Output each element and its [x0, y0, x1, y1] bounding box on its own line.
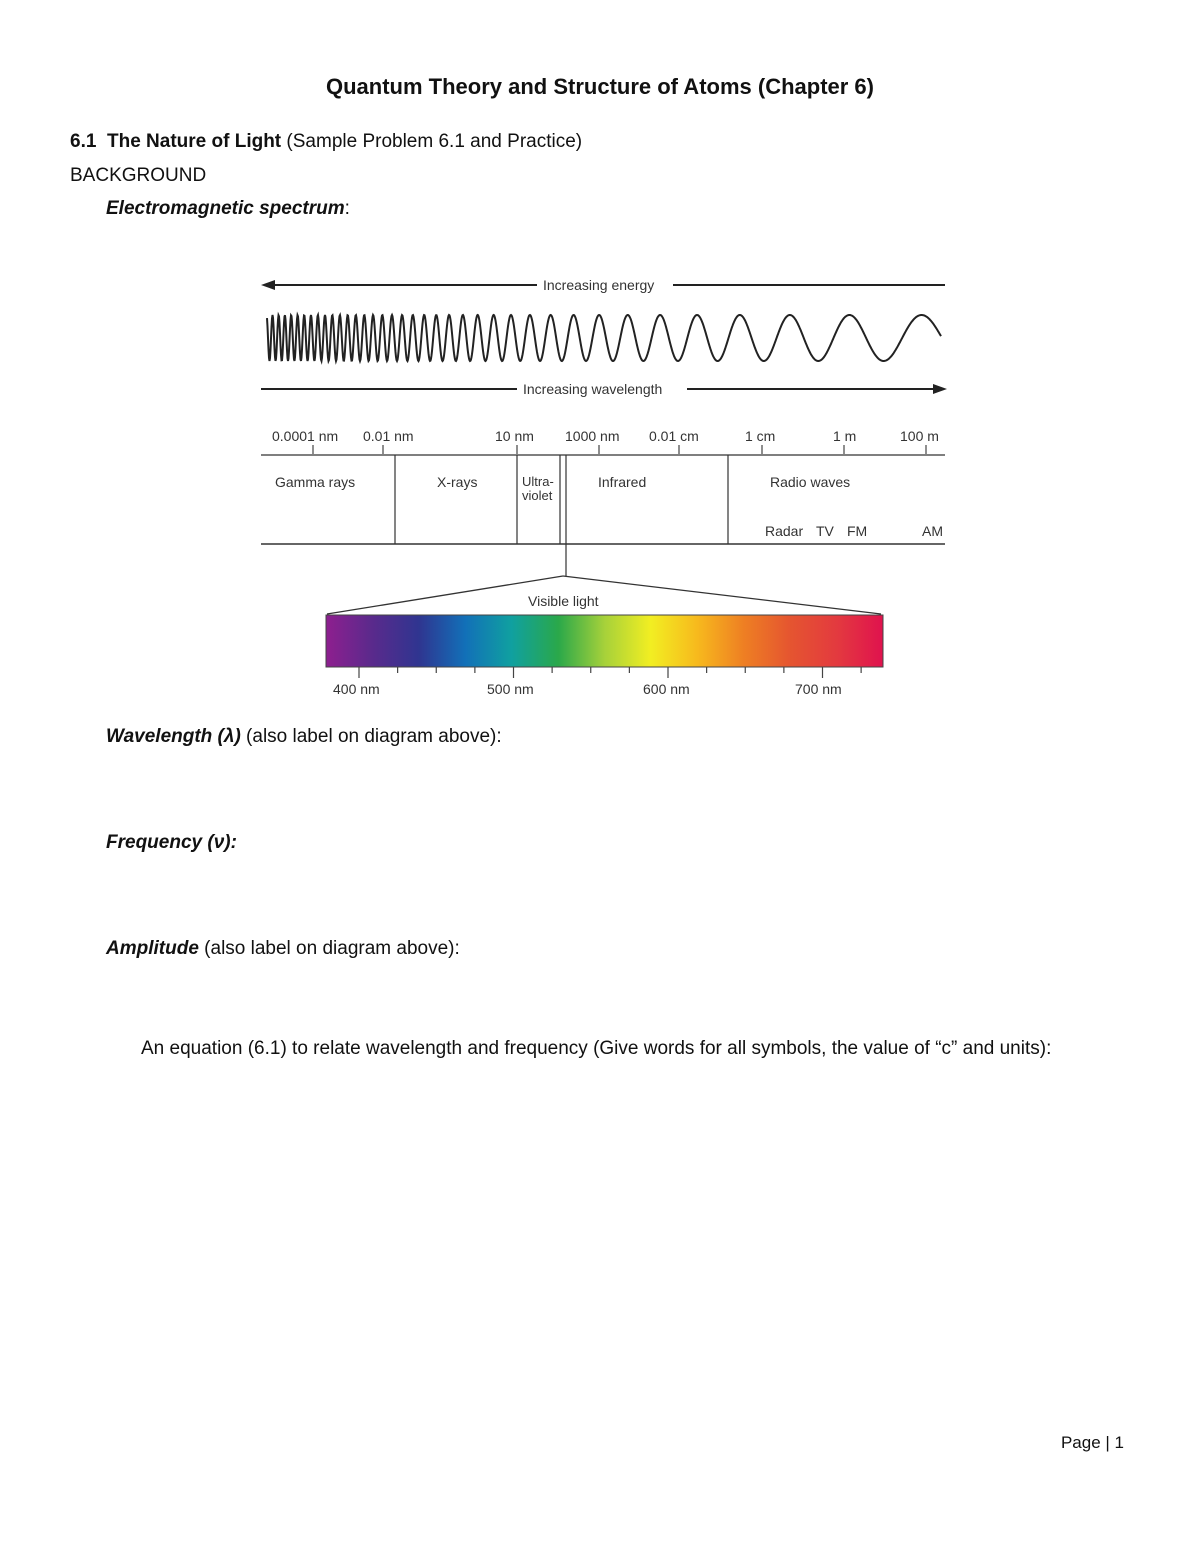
- scale-label: 1000 nm: [565, 428, 620, 444]
- em-wave: [267, 315, 941, 361]
- radio-band-fm: FM: [847, 523, 868, 539]
- visible-tick-label: 500 nm: [487, 681, 534, 697]
- energy-arrowhead: [261, 280, 275, 290]
- page-title: Quantum Theory and Structure of Atoms (Chapter 6): [325, 74, 874, 99]
- equation-prompt: An equation (6.1) to relate wavelength and frequency (Give words for all symbols, the value of “c” and units):: [141, 1038, 1052, 1059]
- wavelength-label: Increasing wavelength: [523, 381, 663, 397]
- scale-label: 1 cm: [745, 428, 776, 444]
- region-x-rays: X-rays: [437, 474, 478, 490]
- wavelength-arrowhead: [933, 384, 947, 394]
- frequency-term: Frequency (ν):: [106, 832, 237, 853]
- frequency-question: [106, 832, 237, 854]
- visible-tick-label: 400 nm: [333, 681, 380, 697]
- spectrum-ticks: [359, 667, 861, 678]
- visible-expansion-right: [563, 576, 881, 614]
- amplitude-term: Amplitude: [106, 938, 199, 959]
- radio-band-am: AM: [922, 523, 943, 539]
- section-heading: [70, 131, 582, 153]
- scale-ticks: [313, 445, 926, 454]
- visible-spectrum-bar: [326, 615, 883, 667]
- scale-label: 0.01 nm: [363, 428, 414, 444]
- electromagnetic-spectrum-diagram: [255, 268, 955, 708]
- region-gamma-rays: Gamma rays: [275, 474, 356, 490]
- region-infrared: Infrared: [598, 474, 647, 490]
- scale-label: 0.01 cm: [649, 428, 699, 444]
- em-spectrum-colon: :: [344, 198, 350, 219]
- scale-label: 100 m: [900, 428, 939, 444]
- scale-label: 10 nm: [495, 428, 534, 444]
- wavelength-term: Wavelength (λ): [106, 726, 241, 747]
- scale-label: 0.0001 nm: [272, 428, 339, 444]
- section-note: (Sample Problem 6.1 and Practice): [286, 131, 583, 152]
- region-radio-waves: Radio waves: [770, 474, 851, 490]
- scale-label: 1 m: [833, 428, 857, 444]
- region-ultraviolet-line2: violet: [522, 488, 553, 503]
- radio-band-radar: Radar: [765, 523, 804, 539]
- amplitude-question: [106, 938, 460, 960]
- section-number: 6.1: [70, 131, 97, 152]
- wavelength-rest: (also label on diagram above):: [240, 726, 502, 747]
- em-spectrum-term: Electromagnetic spectrum: [106, 198, 345, 219]
- visible-tick-label: 700 nm: [795, 681, 842, 697]
- amplitude-rest: (also label on diagram above):: [198, 938, 460, 959]
- region-ultraviolet-line1: Ultra-: [522, 474, 554, 489]
- section-title: The Nature of Light: [106, 131, 282, 152]
- visible-light-label: Visible light: [528, 593, 599, 609]
- background-heading: BACKGROUND: [70, 165, 207, 186]
- wavelength-question: [106, 726, 502, 748]
- page-number: Page | 1: [1060, 1433, 1124, 1452]
- radio-band-tv: TV: [816, 523, 834, 539]
- energy-label: Increasing energy: [543, 277, 655, 293]
- visible-tick-label: 600 nm: [643, 681, 690, 697]
- em-spectrum-label: [106, 198, 350, 220]
